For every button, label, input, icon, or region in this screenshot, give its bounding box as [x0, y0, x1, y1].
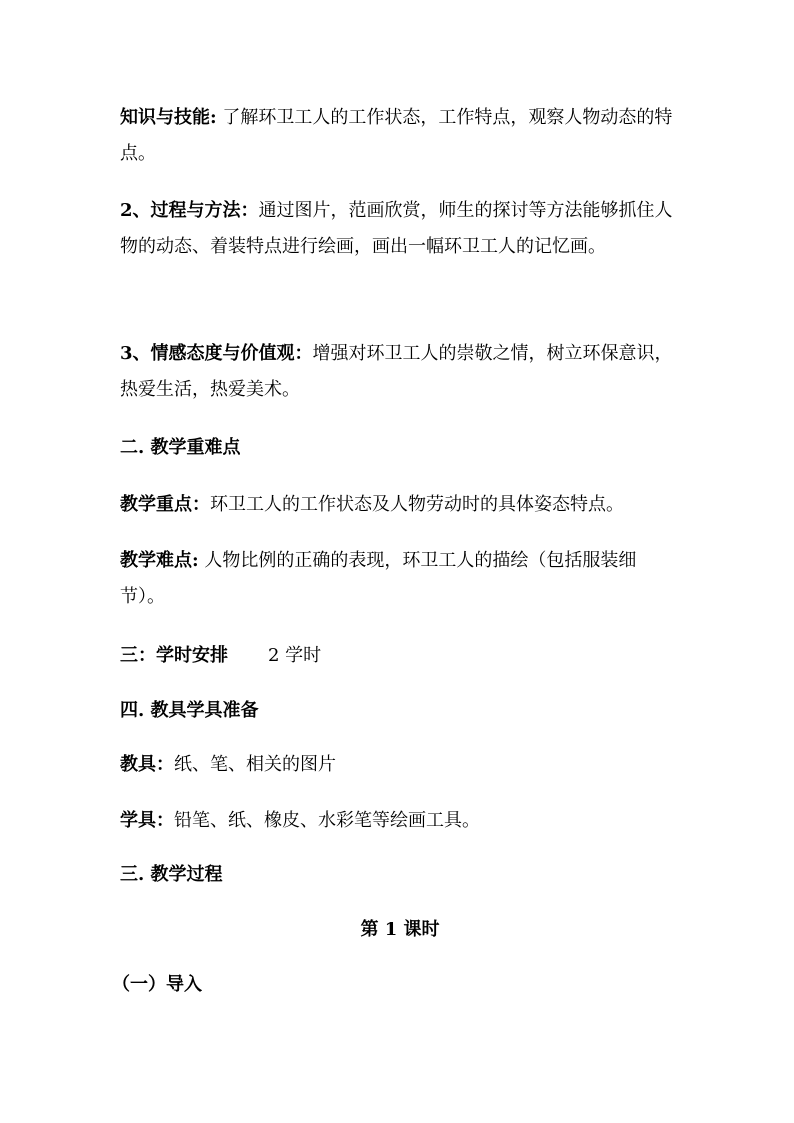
- key-point-text: 环卫工人的工作状态及人物劳动时的具体姿态特点。: [210, 494, 624, 515]
- teacher-tools-text: 纸、笔、相关的图片: [174, 754, 336, 775]
- objective-emotion-label: 3、情感态度与价值观：: [120, 343, 313, 364]
- section-heading-tools: 四. 教具学具准备: [120, 700, 259, 721]
- key-point-label: 教学重点：: [120, 494, 210, 515]
- student-tools-label: 学具：: [120, 810, 174, 831]
- difficulty-text: 人物比例的正确的表现，环卫工人的描绘（包括服装细节）。: [120, 550, 637, 607]
- objective-knowledge: [120, 100, 680, 172]
- difficulty-point: [120, 543, 680, 615]
- schedule-value: 2 学时: [268, 645, 322, 666]
- section-heading-key-points: 二. 教学重难点: [120, 437, 241, 458]
- objective-process-text: 通过图片，范画欣赏，师生的探讨等方法能够抓住人物的动态、着装特点进行绘画，画出一幅环卫工人的记忆画。: [120, 200, 673, 257]
- objective-emotion-text: 增强对环卫工人的崇敬之情，树立环保意识，热爱生活，热爱美术。: [120, 343, 673, 400]
- objective-knowledge-text: 了解环卫工人的工作状态，工作特点，观察人物动态的特点。: [120, 107, 673, 164]
- difficulty-label: 教学难点:: [120, 550, 199, 571]
- schedule-heading: 三：学时安排: [120, 645, 228, 666]
- lesson-title: 第 1 课时: [360, 919, 440, 940]
- intro-heading: （一）导入: [112, 974, 202, 995]
- objective-process: [120, 193, 680, 265]
- student-tools: [120, 803, 680, 839]
- section-heading-process: 三. 教学过程: [120, 864, 223, 885]
- objective-knowledge-label: 知识与技能:: [120, 107, 217, 128]
- objective-emotion: [120, 336, 680, 408]
- key-point: [120, 487, 680, 523]
- teacher-tools-label: 教具：: [120, 754, 174, 775]
- teacher-tools: [120, 747, 680, 783]
- schedule-line: [120, 638, 680, 674]
- objective-process-label: 2、过程与方法：: [120, 200, 259, 221]
- student-tools-text: 铅笔、纸、橡皮、水彩笔等绘画工具。: [174, 810, 480, 831]
